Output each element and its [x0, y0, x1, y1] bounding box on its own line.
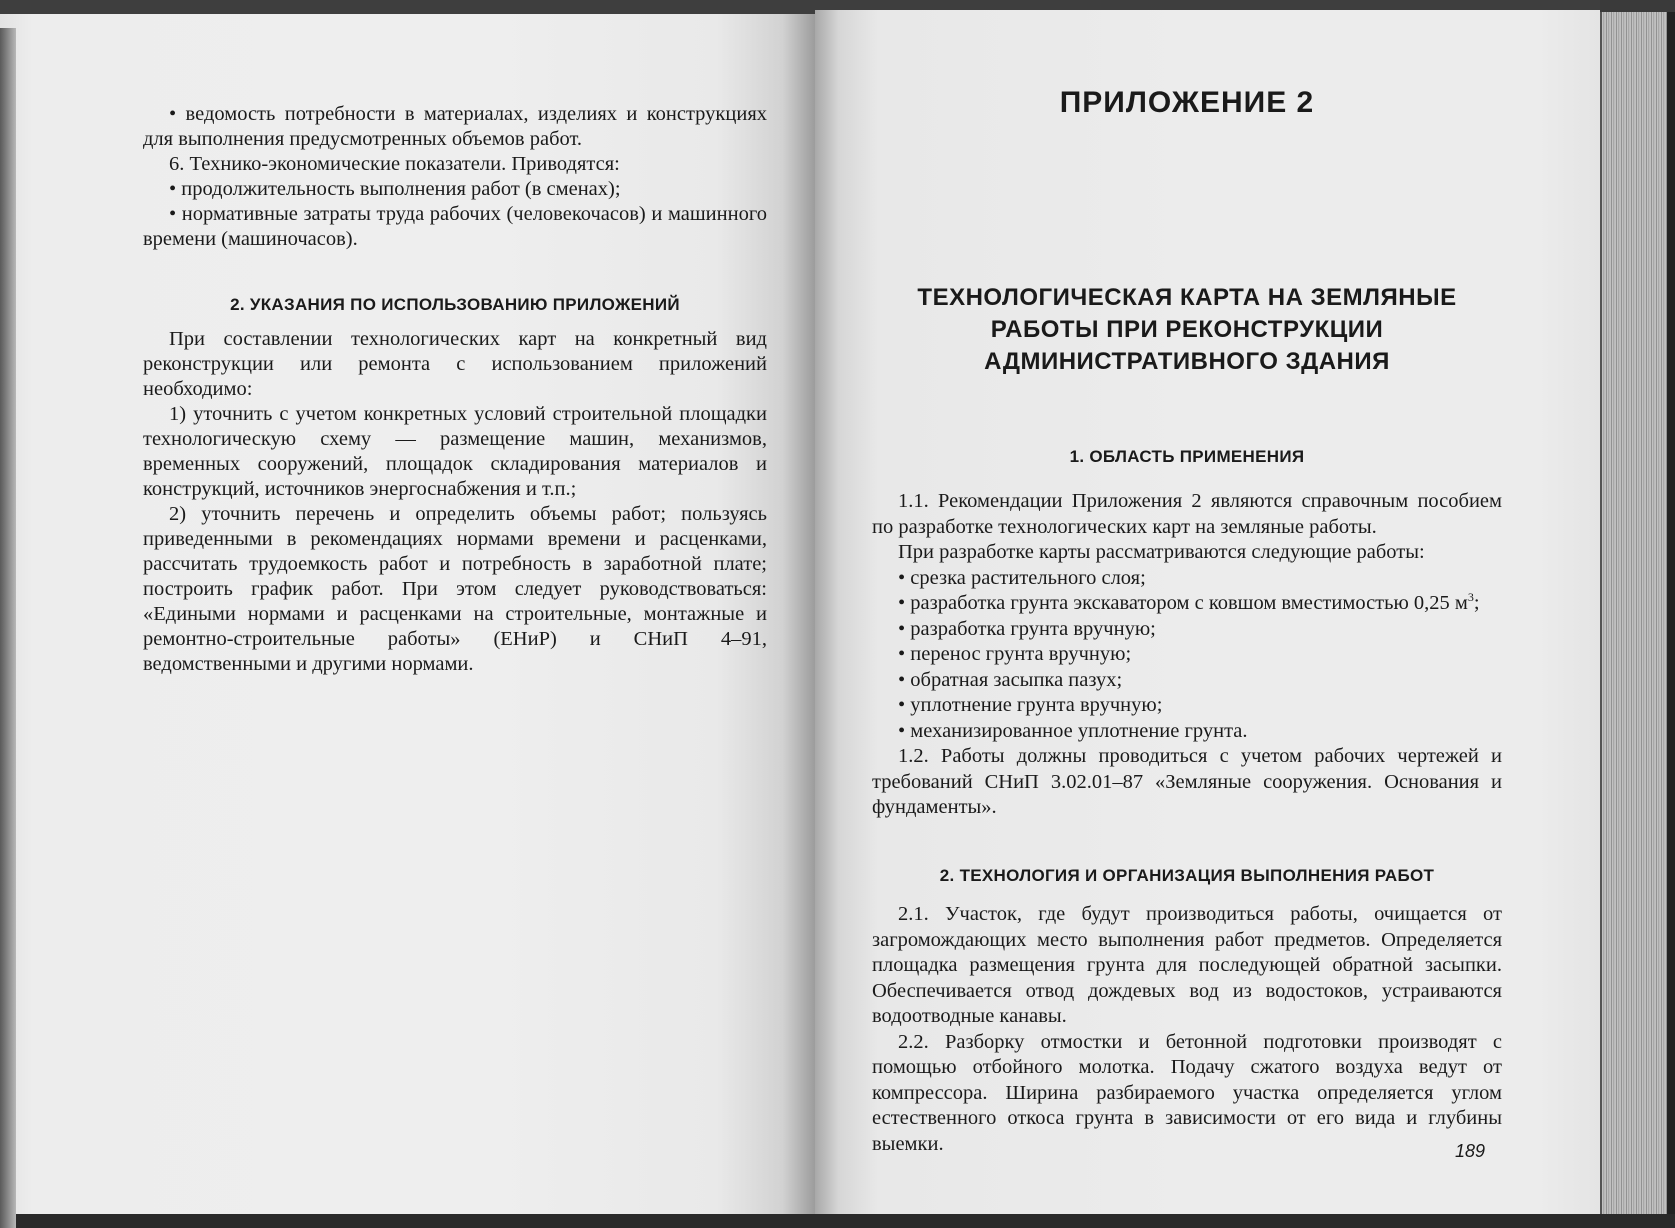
paragraph: При разработке карты рассматриваются следующие работы:: [898, 541, 1425, 563]
paragraph: 1.1. Рекомендации Приложения 2 являются справочным пособием по разработке технологических карт на земляные работы.: [872, 490, 1502, 538]
paragraph: 6. Технико-экономические показатели. Приводятся:: [169, 153, 620, 175]
paragraph: • ведомость потребности в материалах, изделиях и конструкциях для выполнения предусмотренных объемов работ.: [143, 103, 767, 150]
left-page-text: [143, 102, 767, 677]
book-cover-edge: [1667, 12, 1675, 1214]
list-item: • уплотнение грунта вручную;: [898, 694, 1163, 716]
title-line: ТЕХНОЛОГИЧЕСКАЯ КАРТА НА ЗЕМЛЯНЫЕ: [917, 283, 1457, 311]
paragraph: • нормативные затраты труда рабочих (человекочасов) и машинного времени (машиночасов).: [143, 203, 767, 250]
list-item: • механизированное уплотнение грунта.: [898, 719, 1248, 742]
paragraph: 2.1. Участок, где будут производиться работы, очищается от загромождающих место выполнения работ предметов. Определяется площадка размещения грунта для последующей обратной засыпки. Обеспечивается отвод дождевых вод из водостоков, устраиваются водоотводные канавы.: [872, 903, 1502, 1027]
section-heading: 2. УКАЗАНИЯ ПО ИСПОЛЬЗОВАНИЮ ПРИЛОЖЕНИЙ: [230, 295, 680, 314]
section-heading: 2. ТЕХНОЛОГИЯ И ОРГАНИЗАЦИЯ ВЫПОЛНЕНИЯ РАБОТ: [939, 865, 1435, 885]
list-item: • срезка растительного слоя;: [898, 566, 1146, 589]
paragraph: При составлении технологических карт на конкретный вид реконструкции или ремонта с использованием приложений необходимо:: [143, 328, 767, 400]
list-item: • разработка грунта вручную;: [898, 617, 1156, 640]
book-spine-edge: [0, 28, 16, 1228]
paragraph: 2.2. Разборку отмостки и бетонной подготовки производят с помощью отбойного молотка. Подачу сжатого воздуха ведут от компрессора. Ширина разбираемого участка определяется углом естественного откоса грунта в зависимости от его вида и глубины выемки.: [872, 1030, 1502, 1155]
paragraph: • продолжительность выполнения работ (в сменах);: [169, 178, 621, 200]
right-page-text: [872, 80, 1502, 1157]
title-line: АДМИНИСТРАТИВНОГО ЗДАНИЯ: [984, 347, 1390, 375]
title-line: РАБОТЫ ПРИ РЕКОНСТРУКЦИИ: [990, 315, 1384, 343]
paragraph: 1) уточнить с учетом конкретных условий строительной площадки технологическую схему — размещение машин, механизмов, временных сооружений, площадок складирования материалов и конструкций, источников энергоснабжения и т.п.;: [143, 403, 767, 500]
paragraph: 2) уточнить перечень и определить объемы работ; пользуясь приведенными в рекомендациях нормами времени и расценками, рассчитать трудоемкость работ и потребность в заработной плате; построить график работ. При этом следует руководствоваться: «Едиными нормами и расценками на строительные, монтажные и ремонтно-строительные работы» (ЕНиР) и СНиП 4–91, ведомственными и другими нормами.: [143, 503, 767, 675]
page-block-edge: [1600, 12, 1675, 1214]
list-item: • перенос грунта вручную;: [898, 643, 1132, 665]
list-item-text: • разработка грунта экскаватором с ковшом вместимостью 0,25 м: [898, 592, 1468, 614]
list-item: • обратная засыпка пазух;: [898, 668, 1123, 691]
paragraph: 1.2. Работы должны проводиться с учетом рабочих чертежей и требований СНиП 3.02.01–87 «Земляные сооружения. Основания и фундаменты».: [872, 745, 1502, 818]
document-title: [872, 282, 1502, 378]
section-heading: 1. ОБЛАСТЬ ПРИМЕНЕНИЯ: [1069, 446, 1305, 466]
list-item-end: ;: [1473, 592, 1480, 614]
page-number: 189: [1455, 1141, 1486, 1161]
appendix-title: ПРИЛОЖЕНИЕ 2: [1059, 86, 1315, 119]
superscript: 3: [1467, 590, 1474, 605]
list-item: [872, 591, 1502, 617]
left-page: [0, 0, 815, 1214]
